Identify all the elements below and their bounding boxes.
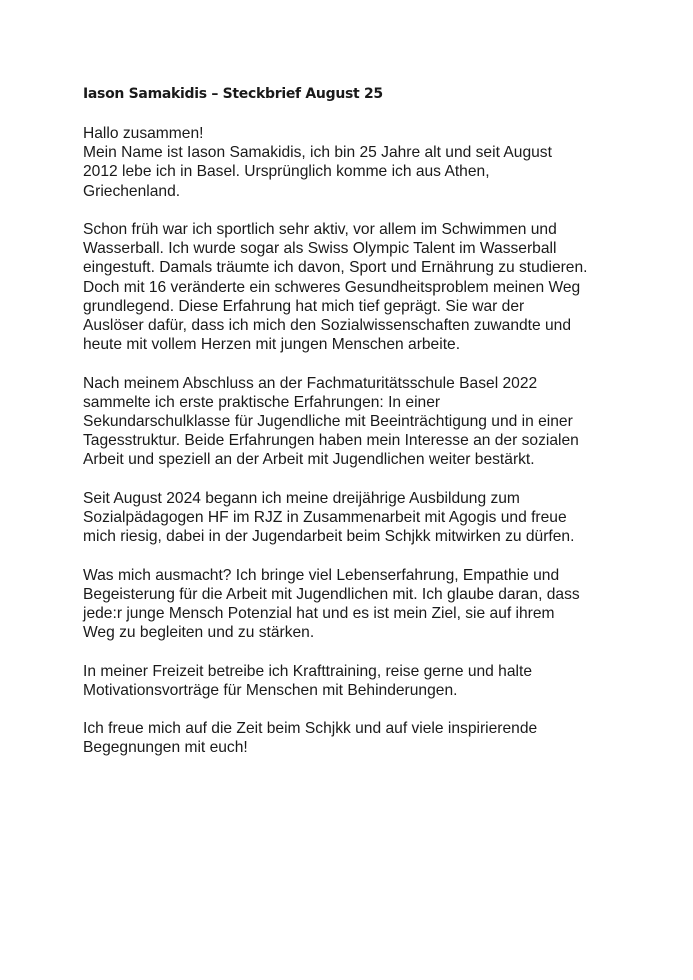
text-line: Was mich ausmacht? Ich bringe viel Lebenserfahrung, Empathie und <box>83 566 560 584</box>
paragraph-hobbies <box>83 662 643 700</box>
text-line: Tagesstruktur. Beide Erfahrungen haben mein Interesse an der sozialen <box>83 432 579 450</box>
text-line: Motivationsvorträge für Menschen mit Behinderungen. <box>83 681 458 699</box>
text-line: Doch mit 16 veränderte ein schweres Gesundheitsproblem meinen Weg <box>83 278 581 296</box>
text-line: Ich freue mich auf die Zeit beim Schjkk und auf viele inspirierende <box>83 720 538 738</box>
paragraph-closing <box>83 719 643 757</box>
paragraph-training <box>83 489 643 547</box>
text-line: Seit August 2024 begann ich meine dreijährige Ausbildung zum <box>83 489 520 507</box>
text-line: jede:r junge Mensch Potenzial hat und es ist mein Ziel, sie auf ihrem <box>83 605 555 623</box>
text-line: Mein Name ist Iason Samakidis, ich bin 25 Jahre alt und seit August <box>83 144 552 162</box>
text-line: Sozialpädagogen HF im RJZ in Zusammenarbeit mit Agogis und freue <box>83 509 567 527</box>
text-line: Weg zu begleiten und zu stärken. <box>83 624 315 642</box>
text-line: mich riesig, dabei in der Jugendarbeit beim Schjkk mitwirken zu dürfen. <box>83 528 575 546</box>
text-line: Nach meinem Abschluss an der Fachmaturitätsschule Basel 2022 <box>83 374 538 392</box>
text-line: Wasserball. Ich wurde sogar als Swiss Olympic Talent im Wasserball <box>83 240 557 258</box>
text-line: Griechenland. <box>83 182 181 200</box>
text-line: heute mit vollem Herzen mit jungen Menschen arbeite. <box>83 336 461 354</box>
text-line: Begeisterung für die Arbeit mit Jugendlichen mit. Ich glaube daran, dass <box>83 585 580 603</box>
text-line: Sekundarschulklasse für Jugendliche mit Beeinträchtigung und in einer <box>83 413 573 431</box>
text-line: Begegnungen mit euch! <box>83 739 248 757</box>
document-body <box>83 124 643 777</box>
document-title: Iason Samakidis – Steckbrief August 25 <box>83 86 383 102</box>
text-line: Schon früh war ich sportlich sehr aktiv, vor allem im Schwimmen und <box>83 221 557 238</box>
paragraph-sport-background <box>83 220 643 354</box>
text-line: eingestuft. Damals träumte ich davon, Sport und Ernährung zu studieren. <box>83 259 588 277</box>
paragraph-education <box>83 374 643 470</box>
text-line: sammelte ich erste praktische Erfahrungen: In einer <box>83 393 441 411</box>
text-line: Auslöser dafür, dass ich mich den Sozialwissenschaften zuwandte und <box>83 317 572 335</box>
paragraph-strengths <box>83 566 643 643</box>
text-line: grundlegend. Diese Erfahrung hat mich tief geprägt. Sie war der <box>83 297 525 315</box>
text-line: 2012 lebe ich in Basel. Ursprünglich komme ich aus Athen, <box>83 163 490 181</box>
text-line: Hallo zusammen! <box>83 125 204 142</box>
paragraph-greeting <box>83 124 643 201</box>
text-line: In meiner Freizeit betreibe ich Krafttraining, reise gerne und halte <box>83 662 532 680</box>
text-line: Arbeit und speziell an der Arbeit mit Jugendlichen weiter bestärkt. <box>83 451 535 469</box>
